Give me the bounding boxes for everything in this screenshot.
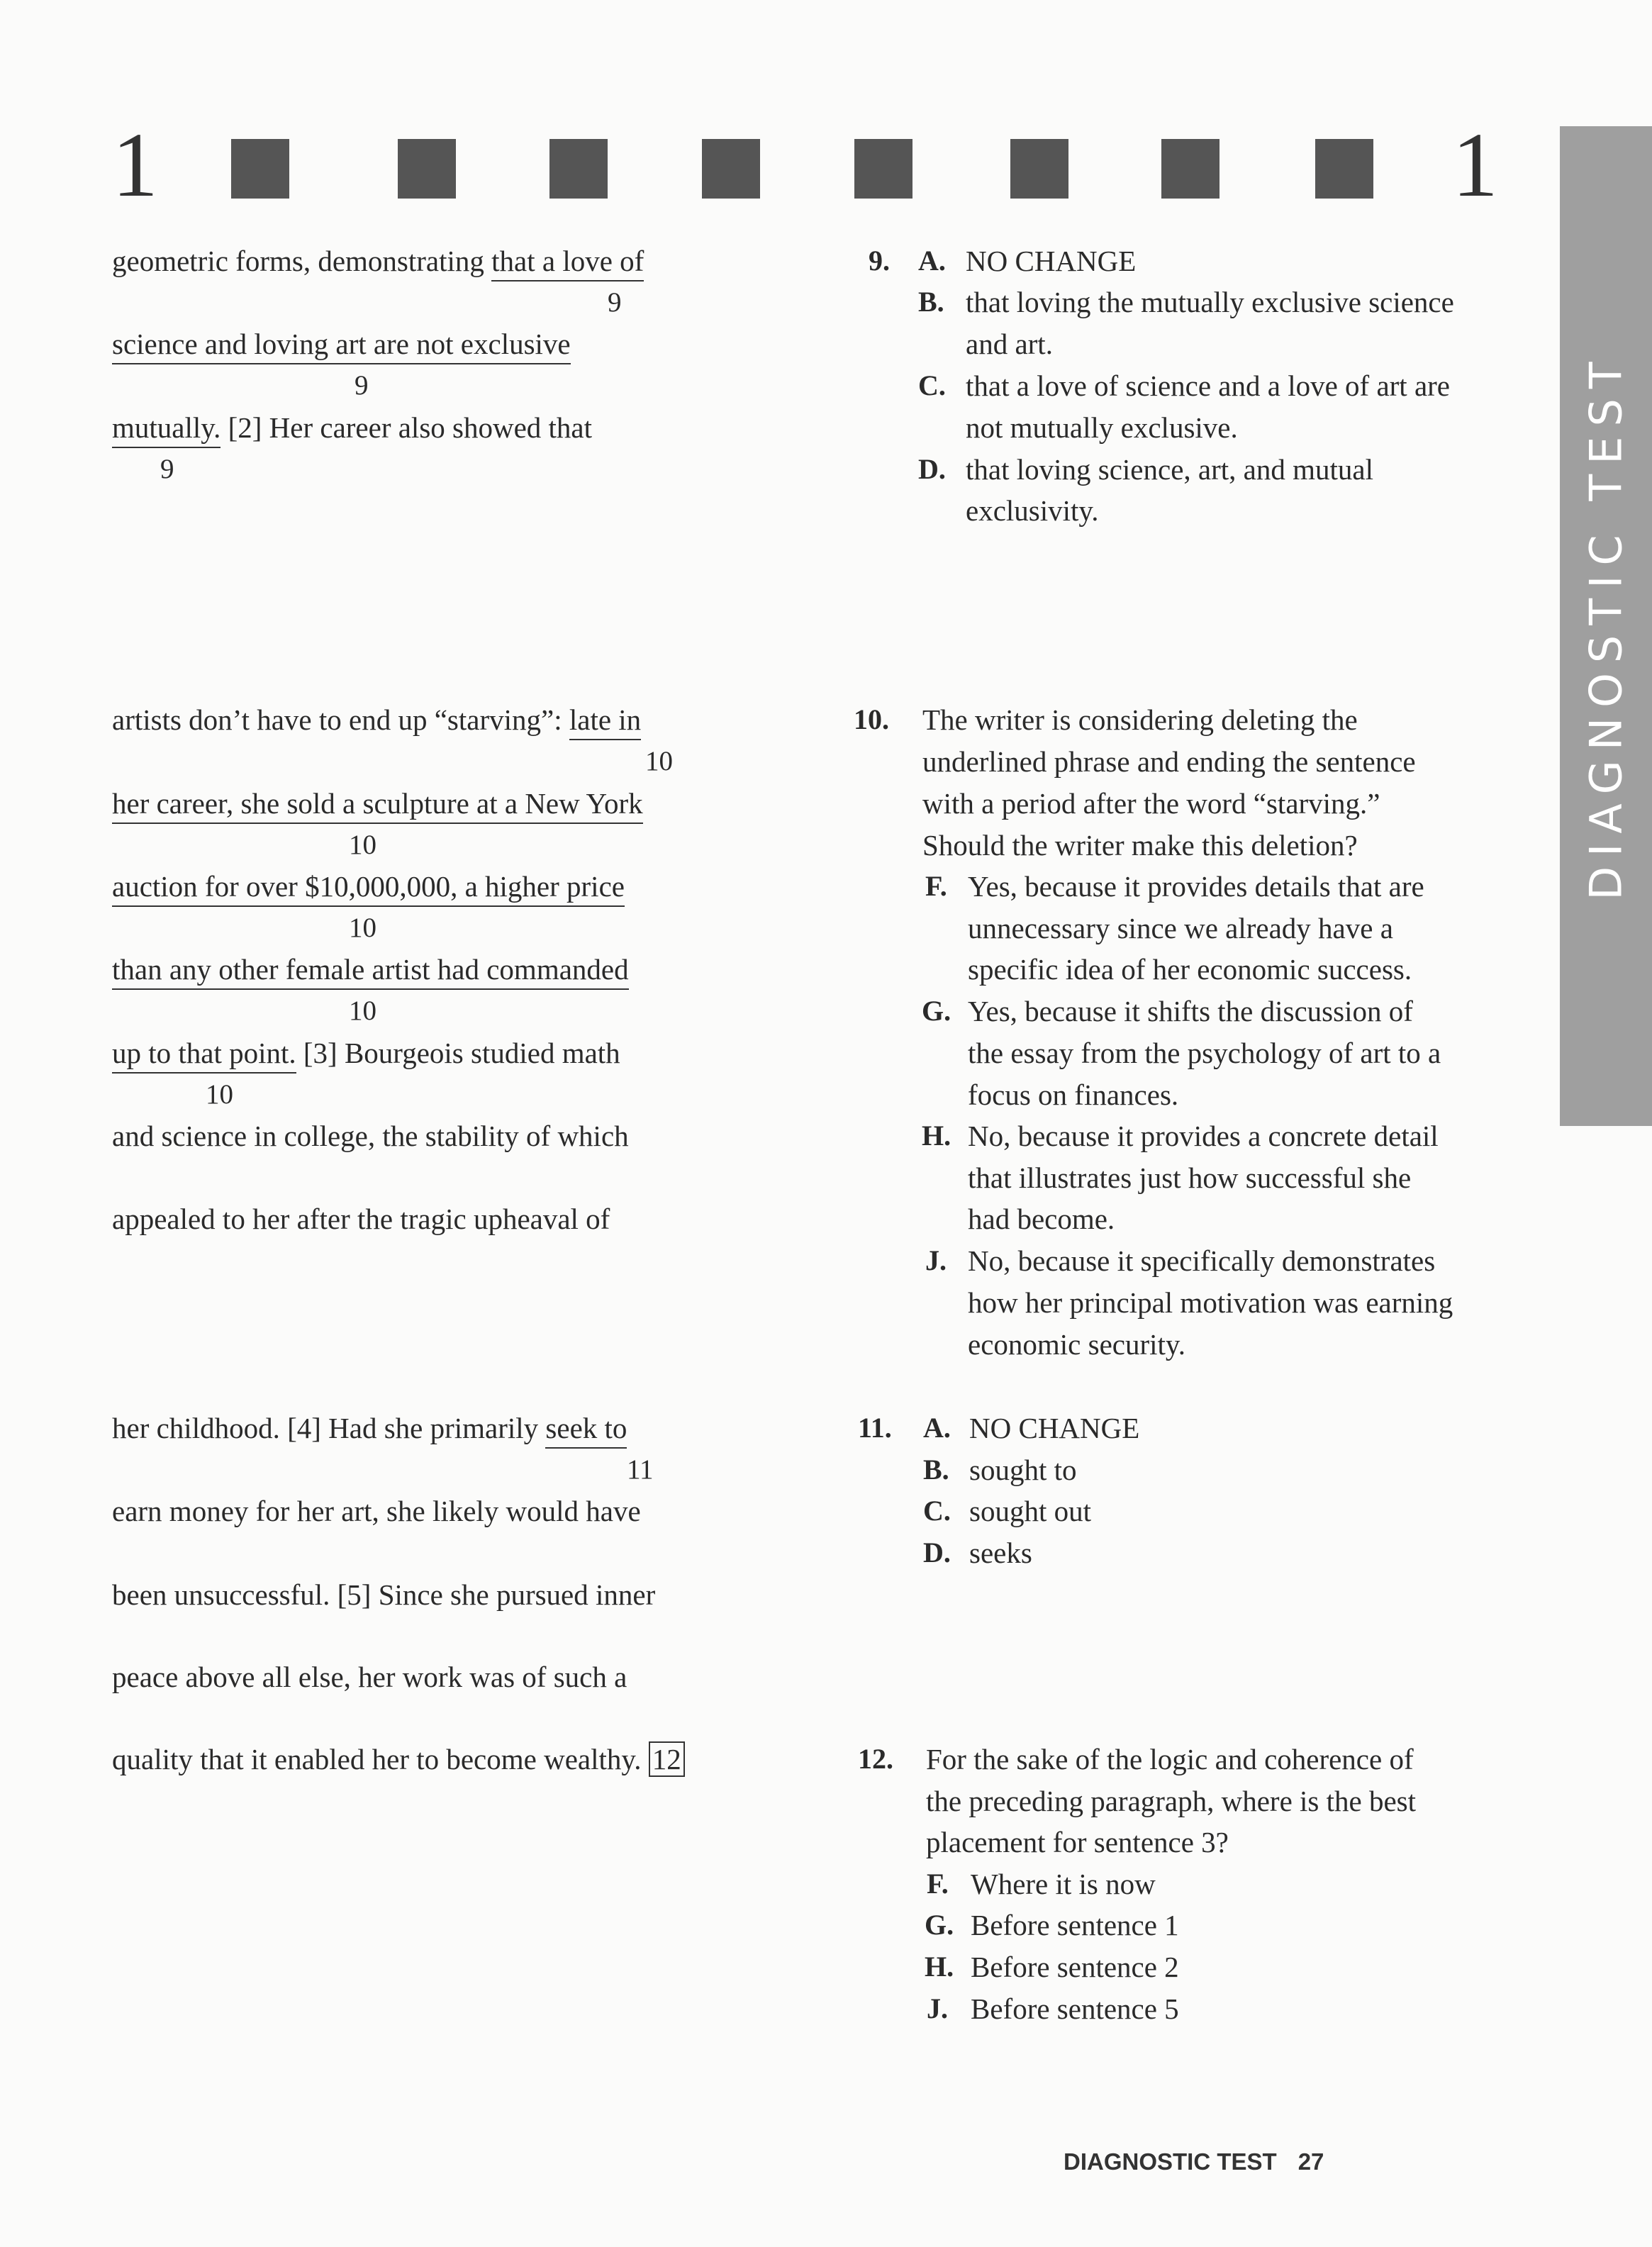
passage-line xyxy=(112,786,643,821)
passage-line: and science in college, the stability of which xyxy=(112,1120,629,1152)
section-number-left: 1 xyxy=(112,114,158,216)
underlined-text-10: up to that point. xyxy=(112,1037,296,1074)
section-number-right: 1 xyxy=(1452,114,1498,216)
option-text: NO CHANGE xyxy=(969,1412,1140,1444)
option-text: Before sentence 5 xyxy=(971,1992,1179,2025)
option-text: exclusivity. xyxy=(966,494,1099,527)
passage-line: geometric forms, demonstrating that a love of xyxy=(112,243,644,279)
question-number: 12. xyxy=(858,1743,893,1775)
option-text: Where it is now xyxy=(971,1868,1156,1900)
option-text: how her principal motivation was earning xyxy=(968,1286,1453,1319)
header-block xyxy=(1315,139,1373,199)
passage-line: mutually. [2] Her career also showed that xyxy=(112,410,592,445)
option-text: and art. xyxy=(966,328,1053,360)
option-letter: B. xyxy=(923,1454,949,1485)
option-text: unnecessary since we already have a xyxy=(968,912,1393,944)
option-letter: D. xyxy=(923,1537,951,1568)
option-text: focus on finances. xyxy=(968,1078,1179,1111)
option-text: that loving the mutually exclusive science xyxy=(966,286,1454,318)
underlined-text-9: that a love of xyxy=(491,245,644,281)
header-block xyxy=(1161,139,1220,199)
passage-line: quality that it enabled her to become wealthy. 12 xyxy=(112,1741,685,1777)
option-text: sought out xyxy=(969,1495,1091,1527)
header-block xyxy=(854,139,912,199)
option-letter: J. xyxy=(927,1992,948,2024)
passage-line: appealed to her after the tragic upheaval of xyxy=(112,1203,610,1235)
passage-line xyxy=(112,869,625,904)
passage-line: her childhood. [4] Had she primarily seek to xyxy=(112,1410,627,1446)
option-text: not mutually exclusive. xyxy=(966,411,1238,444)
option-letter: C. xyxy=(923,1495,951,1527)
passage-line: artists don’t have to end up “starving”: late in xyxy=(112,702,641,737)
option-letter: A. xyxy=(918,245,946,277)
page-footer xyxy=(1064,2148,1324,2175)
option-text: Yes, because it shifts the discussion of xyxy=(968,995,1413,1027)
option-text: economic security. xyxy=(968,1328,1185,1361)
option-text: that illustrates just how successful she xyxy=(968,1161,1412,1194)
underlined-text-10: than any other female artist had commanded xyxy=(112,953,629,990)
option-text: No, because it provides a concrete detail xyxy=(968,1120,1439,1152)
question-marker: 10 xyxy=(349,913,376,943)
option-text: that loving science, art, and mutual xyxy=(966,453,1373,486)
side-tab-label: DIAGNOSTIC TEST xyxy=(1580,352,1632,901)
underlined-text-10: her career, she sold a sculpture at a New York xyxy=(112,787,643,824)
option-letter: F. xyxy=(927,1868,949,1900)
question-number: 9. xyxy=(869,245,890,277)
option-text: No, because it specifically demonstrates xyxy=(968,1244,1436,1277)
question-marker: 10 xyxy=(349,996,376,1026)
option-text: seeks xyxy=(969,1537,1032,1569)
option-letter: H. xyxy=(925,1951,954,1983)
option-letter: C. xyxy=(918,369,946,401)
question-marker: 11 xyxy=(627,1454,654,1485)
option-text: Before sentence 2 xyxy=(971,1951,1179,1983)
underlined-text-10: auction for over $10,000,000, a higher price xyxy=(112,870,625,907)
option-letter: F. xyxy=(925,870,947,902)
question-marker: 9 xyxy=(608,287,622,318)
option-text: the essay from the psychology of art to a xyxy=(968,1037,1441,1069)
passage-line: been unsuccessful. [5] Since she pursued inner xyxy=(112,1578,656,1611)
passage-line: earn money for her art, she likely would have xyxy=(112,1495,641,1527)
option-letter: G. xyxy=(925,1909,954,1941)
question-stem: placement for sentence 3? xyxy=(926,1826,1229,1858)
option-text: had become. xyxy=(968,1203,1115,1235)
passage-line: up to that point. [3] Bourgeois studied math xyxy=(112,1035,620,1071)
question-stem: Should the writer make this deletion? xyxy=(922,829,1358,862)
underlined-text-10: late in xyxy=(569,703,641,740)
option-text: sought to xyxy=(969,1454,1077,1486)
header-block xyxy=(549,139,608,199)
passage-line xyxy=(112,952,629,987)
question-stem: the preceding paragraph, where is the best xyxy=(926,1785,1417,1817)
option-text: Yes, because it provides details that are xyxy=(968,870,1424,903)
question-stem: The writer is considering deleting the xyxy=(922,703,1358,736)
option-text: specific idea of her economic success. xyxy=(968,953,1412,986)
option-letter: A. xyxy=(923,1412,951,1444)
underlined-text-9: mutually. xyxy=(112,411,221,448)
underlined-text-11: seek to xyxy=(545,1412,627,1449)
header-block xyxy=(398,139,456,199)
question-marker: 10 xyxy=(206,1079,233,1110)
question-number: 11. xyxy=(858,1412,892,1444)
question-stem: underlined phrase and ending the sentence xyxy=(922,745,1416,778)
passage-line xyxy=(112,326,571,362)
question-marker: 9 xyxy=(160,454,174,484)
header-block xyxy=(702,139,760,199)
option-text: that a love of science and a love of art are xyxy=(966,369,1450,402)
passage-line: peace above all else, her work was of such a xyxy=(112,1661,627,1693)
question-box-12: 12 xyxy=(649,1741,685,1777)
option-letter: H. xyxy=(922,1120,951,1152)
header-block xyxy=(1010,139,1068,199)
page-number: 27 xyxy=(1297,2148,1324,2175)
option-text: NO CHANGE xyxy=(966,245,1137,277)
question-marker: 10 xyxy=(645,746,673,776)
question-number: 10. xyxy=(854,703,889,735)
option-letter: B. xyxy=(918,286,944,318)
option-text: Before sentence 1 xyxy=(971,1909,1179,1941)
question-stem: with a period after the word “starving.” xyxy=(922,787,1380,820)
question-marker: 10 xyxy=(349,830,376,860)
question-stem: For the sake of the logic and coherence of xyxy=(926,1743,1414,1775)
option-letter: G. xyxy=(922,995,951,1027)
option-letter: D. xyxy=(918,453,946,485)
header-block xyxy=(231,139,289,199)
footer-label: DIAGNOSTIC TEST xyxy=(1064,2148,1277,2175)
option-letter: J. xyxy=(925,1244,947,1276)
underlined-text-9: science and loving art are not exclusive xyxy=(112,328,571,364)
question-marker: 9 xyxy=(355,370,369,401)
